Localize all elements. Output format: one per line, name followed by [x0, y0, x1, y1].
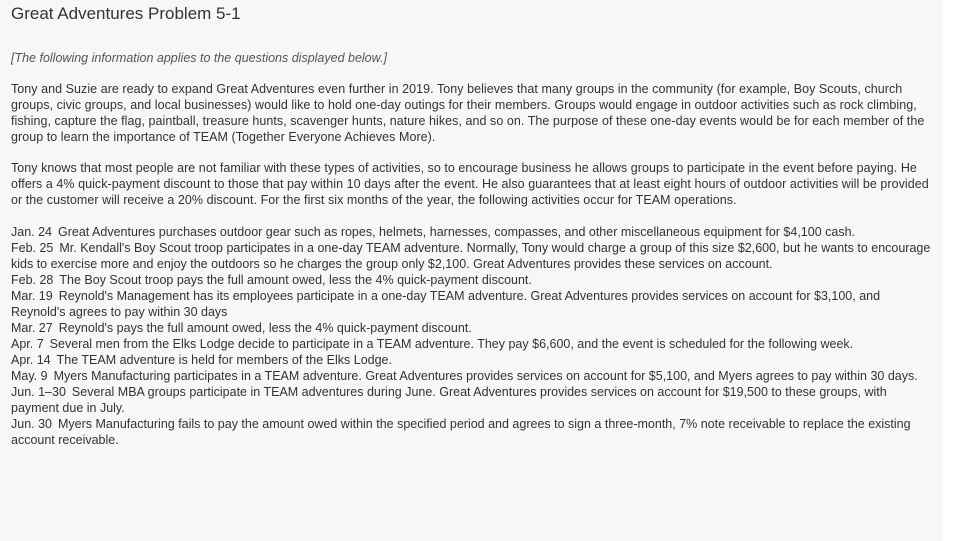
intro-note: [The following information applies to the questions displayed below.] [11, 51, 387, 65]
event-item [11, 368, 933, 384]
event-item [11, 288, 933, 320]
problem-title: Great Adventures Problem 5-1 [11, 4, 241, 23]
event-text: Myers Manufacturing fails to pay the amount owed within the specified period and agrees to sign a three-month, 7% note receivable to replace the existing account receivable. [11, 417, 911, 447]
event-date: Apr. 7 [11, 337, 44, 351]
event-item [11, 224, 933, 240]
event-item [11, 352, 933, 368]
event-text: Reynold's Management has its employees participate in a one-day TEAM adventure. Great Adventures provides services on account for $3,100, and Reynold's agrees to pay within 30 days [11, 289, 881, 319]
event-item [11, 240, 933, 272]
event-text: The Boy Scout troop pays the full amount owed, less the 4% quick-payment discount. [59, 273, 532, 287]
event-date: Jun. 1–30 [11, 385, 66, 399]
paragraph-expansion: Tony and Suzie are ready to expand Great Adventures even further in 2019. Tony believes that many groups in the community (for example, Boy Scouts, church groups, civic groups, and local businesses) would like to hold one-day outings for their members. Groups would engage in outdoor activities such as rock climbing, fishing, capture the flag, paintball, treasure hunts, scavenger hunts, nature hikes, and so on. The purpose of these one-day events would be for each member of the group to learn the importance of TEAM (Together Everyone Achieves More). [11, 82, 925, 144]
event-text: Great Adventures purchases outdoor gear such as ropes, helmets, harnesses, compasses, and other miscellaneous equipment for $4,100 cash. [58, 225, 855, 239]
event-date: Feb. 28 [11, 273, 54, 287]
event-list [11, 224, 933, 448]
event-text: Several MBA groups participate in TEAM adventures during June. Great Adventures provides services on account for $19,500 to these groups, with payment due in July. [11, 385, 887, 415]
event-item [11, 416, 933, 448]
event-text: Mr. Kendall's Boy Scout troop participates in a one-day TEAM adventure. Normally, Tony would charge a group of this size $2,600, but he wants to encourage kids to exercise more and enjoy the outdoors so he charges the group only $2,100. Great Adventures provides these services on account. [11, 241, 931, 271]
event-item [11, 336, 933, 352]
event-date: May. 9 [11, 369, 48, 383]
event-item [11, 272, 933, 288]
event-date: Jun. 30 [11, 417, 53, 431]
event-date: Mar. 27 [11, 321, 53, 335]
event-text: Reynold's pays the full amount owed, less the 4% quick-payment discount. [58, 321, 472, 335]
paragraph-payment-terms: Tony knows that most people are not familiar with these types of activities, so to encourage business he allows groups to participate in the event before paying. He offers a 4% quick-payment discount to those that pay within 10 days after the event. He also guarantees that at least eight hours of outdoor activities will be provided or the customer will receive a 20% discount. For the first six months of the year, the following activities occur for TEAM operations. [11, 161, 929, 207]
event-item [11, 320, 933, 336]
event-date: Mar. 19 [11, 289, 53, 303]
event-date: Jan. 24 [11, 225, 53, 239]
event-date: Apr. 14 [11, 353, 51, 367]
event-date: Feb. 25 [11, 241, 54, 255]
event-text: The TEAM adventure is held for members of the Elks Lodge. [56, 353, 392, 367]
event-text: Several men from the Elks Lodge decide to participate in a TEAM adventure. They pay $6,600, and the event is scheduled for the following week. [49, 337, 854, 351]
event-item [11, 384, 933, 416]
event-text: Myers Manufacturing participates in a TEAM adventure. Great Adventures provides services on account for $5,100, and Myers agrees to pay within 30 days. [53, 369, 918, 383]
